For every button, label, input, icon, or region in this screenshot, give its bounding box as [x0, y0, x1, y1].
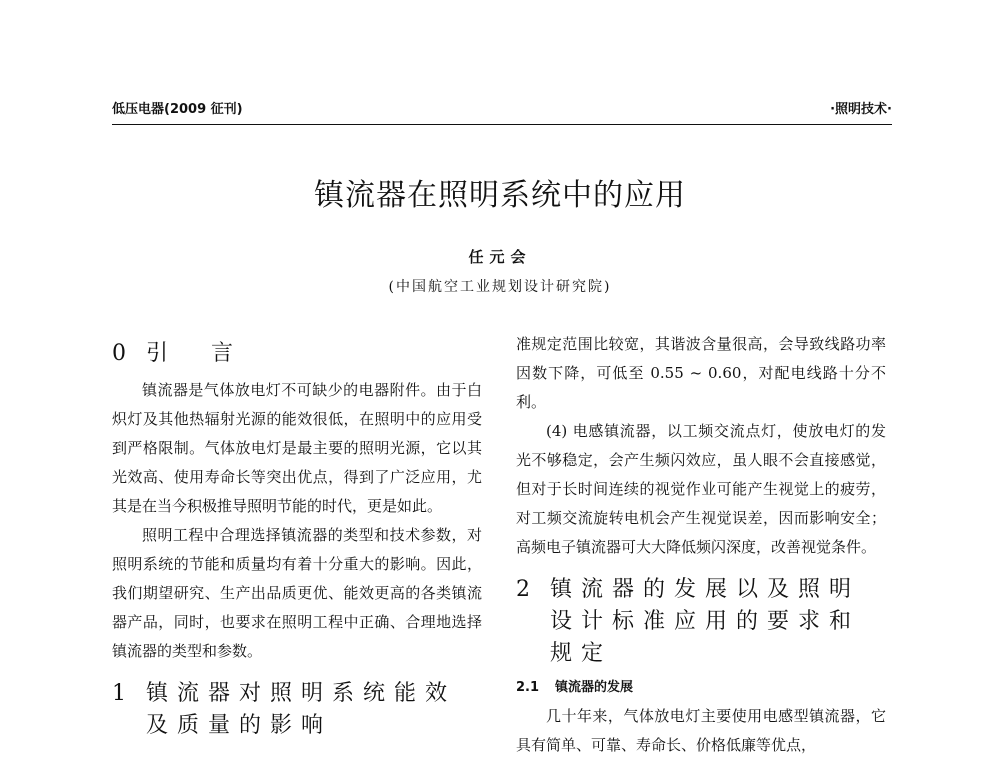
section-number: 1 [112, 681, 126, 706]
article-title: 镇流器在照明系统中的应用 [314, 178, 686, 213]
subsection-number: 2.1 [516, 680, 540, 695]
right-column [516, 330, 886, 760]
paragraph: 几十年来，气体放电灯主要使用电感型镇流器，它具有简单、可靠、寿命长、价格低廉等优点， [516, 707, 886, 754]
section-tag: ·照明技术· [830, 102, 892, 117]
journal-name: 低压电器(2009 征刊) [112, 102, 243, 117]
section-title: 镇流器对照明系统能效及质量的影响 [146, 681, 457, 738]
paragraph: 镇流器是气体放电灯不可缺少的电器附件。由于白炽灯及其他热辐射光源的能效很低，在照明中的应用受到严格限制。气体放电灯是最主要的照明光源，它以其光效高、使用寿命长等突出优点，得到了广泛应用，尤其是在当今积极推导照明节能的时代，更是如此。 [112, 381, 482, 515]
paragraph: (4) 电感镇流器，以工频交流点灯，使放电灯的发光不够稳定，会产生频闪效应，虽人眼不会直接感觉，但对于长时间连续的视觉作业可能产生视觉上的疲劳，对工频交流旋转电机会产生视觉误差，因而影响安全；高频电子镇流器可大大降低频闪深度，改善视觉条件。 [516, 422, 886, 556]
header-rule [112, 124, 892, 125]
running-header [112, 98, 892, 124]
subsection-title: 镇流器的发展 [555, 680, 634, 695]
author: 任元会 [468, 248, 532, 266]
subsection-heading-2-1 [516, 676, 886, 700]
section-title: 引 言 [146, 341, 251, 366]
left-column [112, 330, 482, 760]
affiliation: (中国航空工业规划设计研究院) [388, 279, 612, 295]
paragraph-continued: 准规定范围比较宽，其谐波含量很高，会导致线路功率因数下降，可低至 0.55 ~ 0.60，对配电线路十分不利。 [516, 335, 886, 411]
section-heading-2 [516, 574, 886, 670]
section-heading-0 [112, 338, 482, 370]
section-number: 0 [112, 341, 126, 366]
paragraph: 照明工程中合理选择镇流器的类型和技术参数，对照明系统的节能和质量均有着十分重大的影响。因此，我们期望研究、生产出品质更优、能效更高的各类镇流器产品，同时，也要求在照明工程中正确、合理地选择镇流器的类型和参数。 [112, 526, 482, 660]
section-heading-1 [112, 678, 482, 742]
section-number: 2 [516, 577, 530, 602]
section-title: 镇流器的发展以及照明设计标准应用的要求和规定 [550, 577, 861, 666]
